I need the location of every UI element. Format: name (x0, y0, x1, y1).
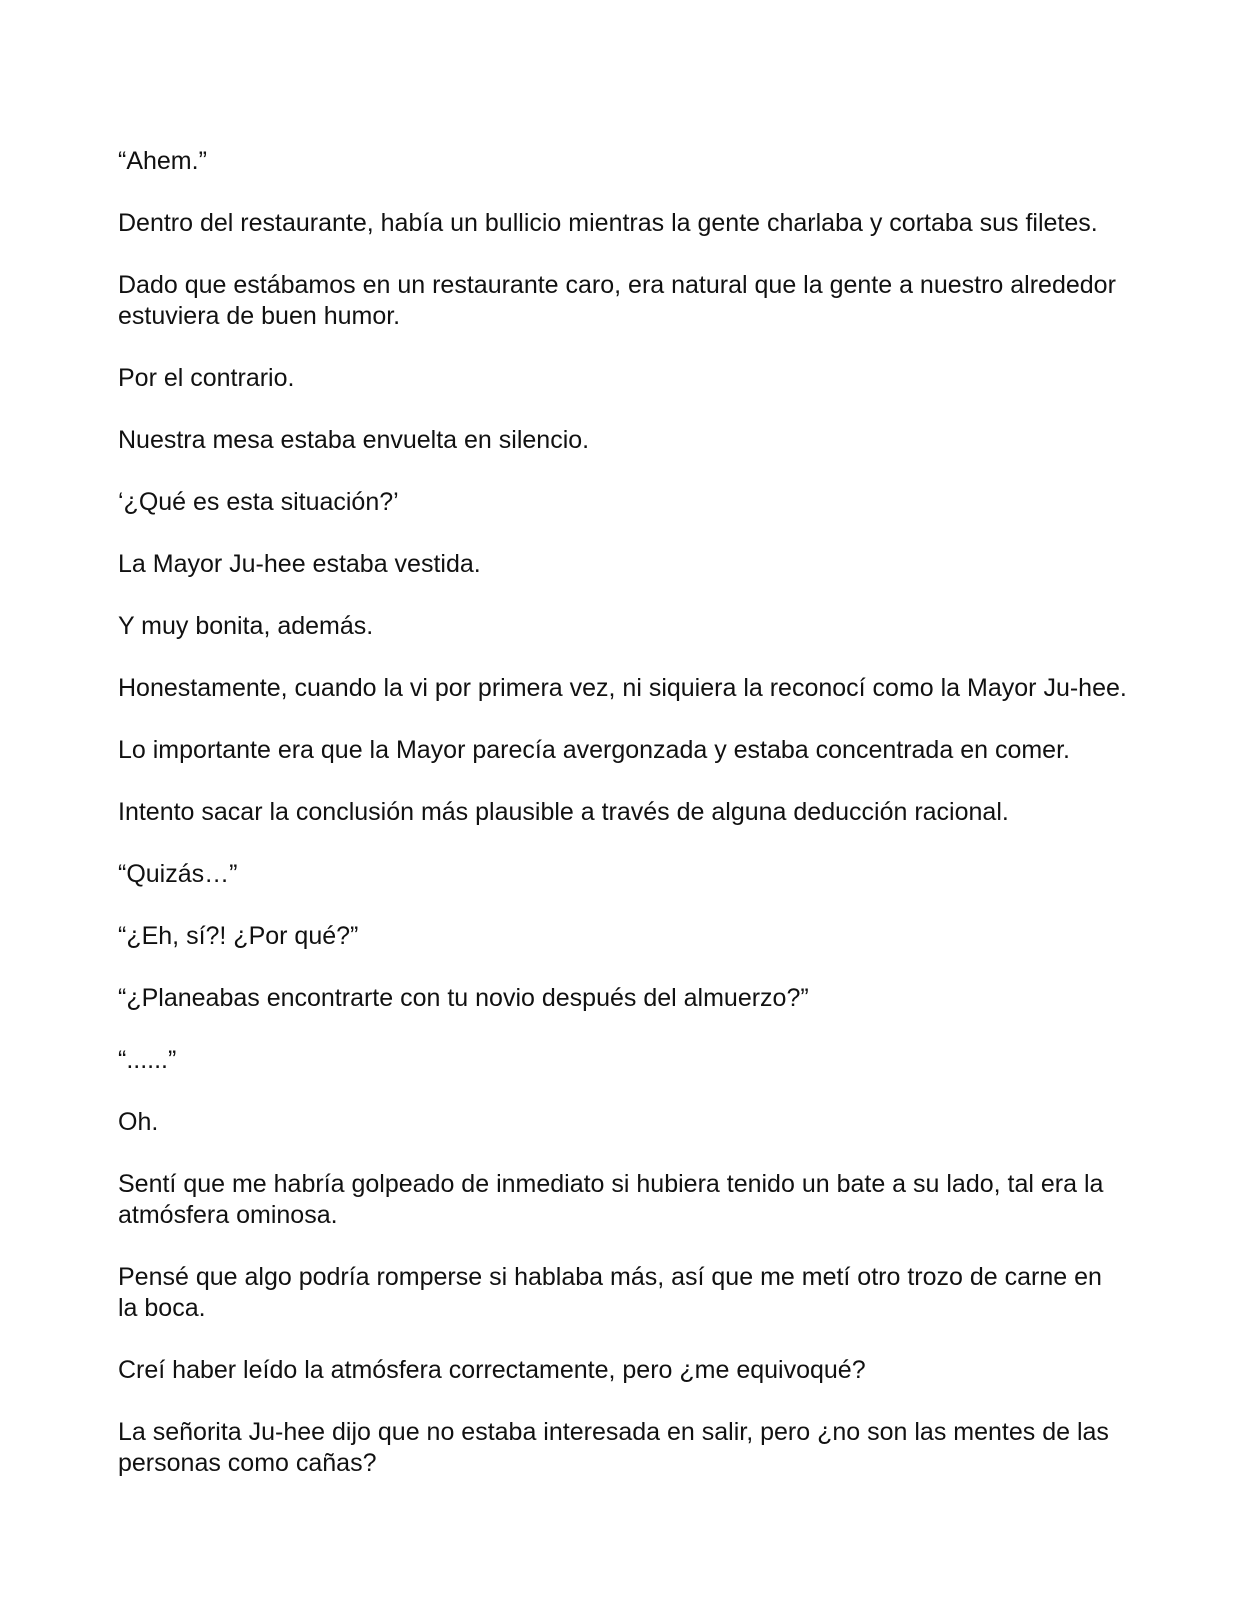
paragraph: Sentí que me habría golpeado de inmediato si hubiera tenido un bate a su lado, tal era la atmósfera ominosa. (118, 1170, 1104, 1229)
paragraph: ‘¿Qué es esta situación?’ (118, 488, 399, 516)
paragraph: Oh. (118, 1108, 159, 1136)
paragraph: Y muy bonita, además. (118, 612, 374, 640)
paragraph: Dentro del restaurante, había un bullicio mientras la gente charlaba y cortaba sus filetes. (118, 209, 1098, 237)
paragraph: Por el contrario. (118, 364, 295, 392)
paragraph: Dado que estábamos en un restaurante caro, era natural que la gente a nuestro alrededor estuviera de buen humor. (118, 271, 1116, 330)
paragraph: “Ahem.” (118, 147, 207, 175)
paragraph: La señorita Ju-hee dijo que no estaba interesada en salir, pero ¿no son las mentes de las personas como cañas? (118, 1418, 1109, 1477)
paragraph: “Quizás…” (118, 860, 238, 888)
paragraph: Pensé que algo podría romperse si hablaba más, así que me metí otro trozo de carne en la boca. (118, 1263, 1102, 1322)
paragraph: Honestamente, cuando la vi por primera vez, ni siquiera la reconocí como la Mayor Ju-hee. (118, 674, 1127, 702)
paragraph: “¿Planeabas encontrarte con tu novio después del almuerzo?” (118, 984, 809, 1012)
document-body (118, 146, 1128, 1510)
paragraph: Intento sacar la conclusión más plausible a través de alguna deducción racional. (118, 798, 1009, 826)
paragraph: “¿Eh, sí?! ¿Por qué?” (118, 922, 359, 950)
paragraph: Creí haber leído la atmósfera correctamente, pero ¿me equivoqué? (118, 1356, 866, 1384)
paragraph: La Mayor Ju-hee estaba vestida. (118, 550, 481, 578)
paragraph: “......” (118, 1046, 177, 1074)
paragraph: Lo importante era que la Mayor parecía avergonzada y estaba concentrada en comer. (118, 736, 1070, 764)
paragraph: Nuestra mesa estaba envuelta en silencio. (118, 426, 590, 454)
